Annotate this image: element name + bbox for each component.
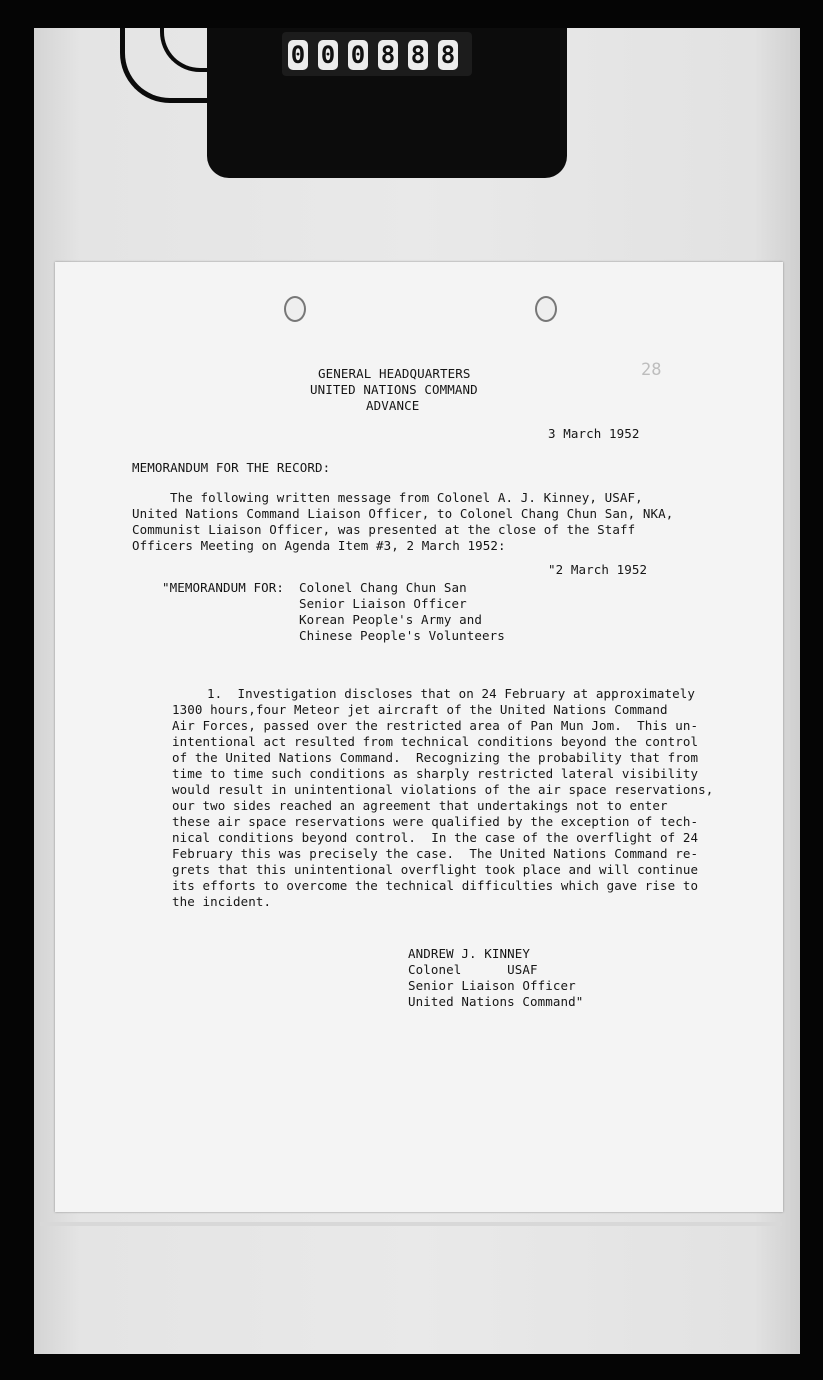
body-line-6: time to time such conditions as sharply restricted lateral visibility xyxy=(172,766,699,781)
body-line-4: intentional act resulted from technical conditions beyond the control xyxy=(172,734,699,749)
quoted-date: "2 March 1952 xyxy=(548,562,648,577)
frame-counter-digit: 0 xyxy=(318,40,338,70)
punch-hole-left xyxy=(284,296,306,322)
header-line-1: GENERAL HEADQUARTERS xyxy=(318,366,471,381)
signature-organization: United Nations Command" xyxy=(408,994,584,1009)
body-line-8: our two sides reached an agreement that undertakings not to enter xyxy=(172,798,668,813)
recipient-line-4: Chinese People's Volunteers xyxy=(299,628,505,643)
body-line-13: its efforts to overcome the technical difficulties which gave rise to xyxy=(172,878,699,893)
intro-line-2: United Nations Command Liaison Officer, to Colonel Chang Chun San, NKA, xyxy=(132,506,674,521)
body-line-12: grets that this unintentional overflight took place and will continue xyxy=(172,862,699,877)
recipient-line-1: Colonel Chang Chun San xyxy=(299,580,467,595)
frame-bottom-strip xyxy=(40,1222,782,1226)
signature-title: Senior Liaison Officer xyxy=(408,978,576,993)
punch-hole-right xyxy=(535,296,557,322)
memo-for-label: "MEMORANDUM FOR: xyxy=(162,580,285,595)
frame-counter-digit: 8 xyxy=(378,40,398,70)
body-line-14: the incident. xyxy=(172,894,272,909)
intro-line-1: The following written message from Colonel A. J. Kinney, USAF, xyxy=(170,490,643,505)
memo-title: MEMORANDUM FOR THE RECORD: xyxy=(132,460,331,475)
body-line-10: nical conditions beyond control. In the case of the overflight of 24 xyxy=(172,830,699,845)
header-line-3: ADVANCE xyxy=(366,398,420,413)
body-line-9: these air space reservations were qualified by the exception of tech- xyxy=(172,814,699,829)
body-line-11: February this was precisely the case. The United Nations Command re- xyxy=(172,846,699,861)
body-line-7: would result in unintentional violations of the air space reservations, xyxy=(172,782,714,797)
header-line-2: UNITED NATIONS COMMAND xyxy=(310,382,478,397)
memo-date: 3 March 1952 xyxy=(548,426,640,441)
frame-counter-digit: 0 xyxy=(348,40,368,70)
frame-counter-device xyxy=(207,28,567,178)
body-line-2: 1300 hours,four Meteor jet aircraft of the United Nations Command xyxy=(172,702,668,717)
intro-line-4: Officers Meeting on Agenda Item #3, 2 March 1952: xyxy=(132,538,506,553)
signature-rank: Colonel USAF xyxy=(408,962,538,977)
body-line-1: 1. Investigation discloses that on 24 February at approximately xyxy=(207,686,696,701)
frame-counter-window xyxy=(282,32,472,76)
intro-line-3: Communist Liaison Officer, was presented at the close of the Staff xyxy=(132,522,636,537)
frame-counter-digit: 8 xyxy=(438,40,458,70)
page-number: 28 xyxy=(641,360,662,380)
frame-counter-digit: 8 xyxy=(408,40,428,70)
frame-counter-digit: 0 xyxy=(288,40,308,70)
recipient-line-2: Senior Liaison Officer xyxy=(299,596,467,611)
body-line-3: Air Forces, passed over the restricted area of Pan Mun Jom. This un- xyxy=(172,718,699,733)
signature-name: ANDREW J. KINNEY xyxy=(408,946,531,961)
body-line-5: of the United Nations Command. Recognizing the probability that from xyxy=(172,750,699,765)
recipient-line-3: Korean People's Army and xyxy=(299,612,483,627)
